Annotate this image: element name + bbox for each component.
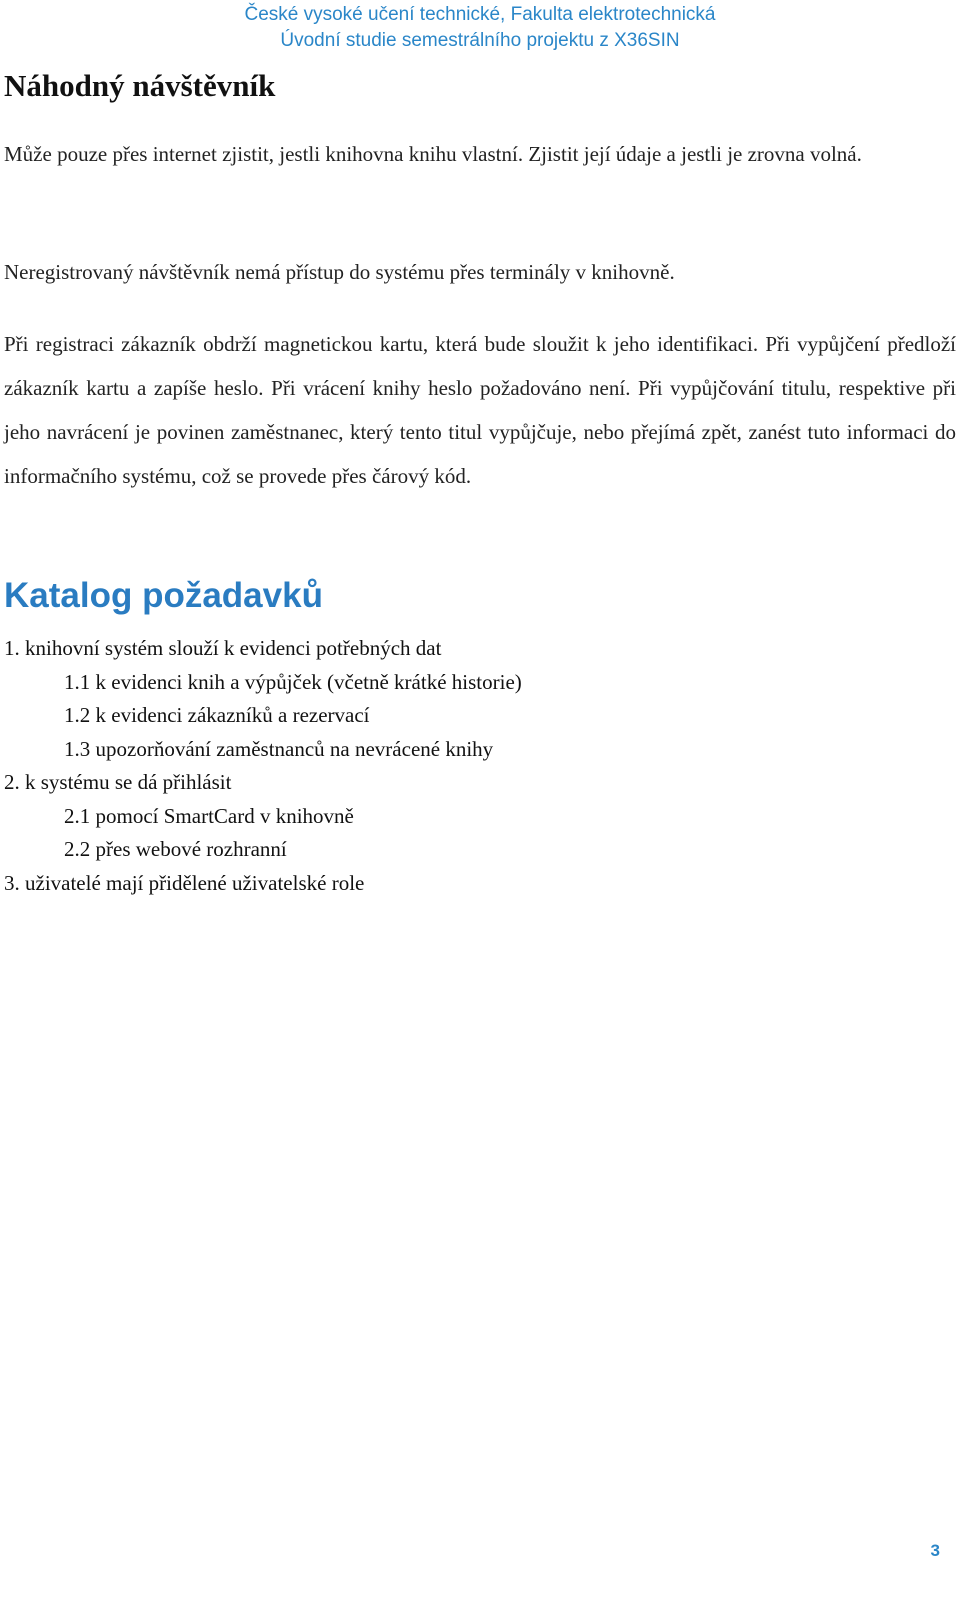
header-institution: České vysoké učení technické, Fakulta elektrotechnická bbox=[244, 4, 716, 25]
requirements-list bbox=[4, 632, 522, 900]
list-item: 2.1 pomocí SmartCard v knihovně bbox=[64, 803, 354, 828]
section-title-requirements: Katalog požadavků bbox=[4, 576, 323, 615]
list-item: 2.2 přes webové rozhranní bbox=[64, 837, 287, 861]
page-header bbox=[0, 2, 960, 54]
section-title-visitor: Náhodný návštěvník bbox=[4, 68, 276, 103]
header-project: Úvodní studie semestrálního projektu z X36SIN bbox=[280, 30, 680, 51]
list-item: 1.2 k evidenci zákazníků a rezervací bbox=[64, 703, 370, 727]
page-number: 3 bbox=[930, 1541, 940, 1560]
paragraph-visitor-access: Může pouze přes internet zjistit, jestli knihovna knihu vlastní. Zjistit její údaje a jestli je zrovna volná. bbox=[4, 142, 862, 166]
list-item: 1.1 k evidenci knih a výpůjček (včetně krátké historie) bbox=[64, 669, 522, 694]
list-item: 1.3 upozorňování zaměstnanců na nevrácené knihy bbox=[64, 736, 494, 761]
paragraph-unregistered: Neregistrovaný návštěvník nemá přístup do systému přes terminály v knihovně. bbox=[4, 260, 675, 284]
list-item: 3. uživatelé mají přidělené uživatelské role bbox=[4, 870, 365, 895]
paragraph-registration: Při registraci zákazník obdrží magnetickou kartu, která bude sloužit k jeho identifikaci. Při vypůjčení předloží zákazník kartu a zapíše heslo. Při vrácení knihy heslo požadováno není. Při vypůjčování titulu, respektive při jeho navrácení je povinen zaměstnanec, který tento titul vypůjčuje, nebo přejímá zpět, zanést tuto informaci do informačního systému, což se provede přes čárový kód. bbox=[4, 332, 956, 488]
list-item: 1. knihovní systém slouží k evidenci potřebných dat bbox=[4, 636, 442, 660]
list-item: 2. k systému se dá přihlásit bbox=[4, 770, 232, 794]
